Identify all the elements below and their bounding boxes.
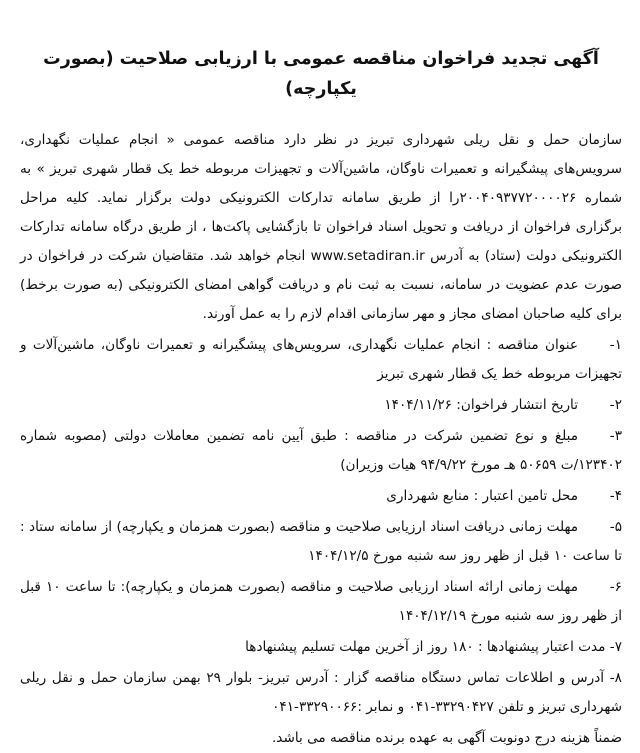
item-text: محل تامین اعتبار : منابع شهرداری <box>386 488 578 504</box>
item-number: ۶- <box>609 579 622 595</box>
list-item <box>20 331 622 389</box>
intro-paragraph: سازمان حمل و نقل ریلی شهرداری تبریز در نظر دارد مناقصه عمومی « انجام عملیات نگهداری، سرویس‌های پیشگیرانه و تعمیرات ناوگان، ماشین‌آلات و تجهیزات مربوطه خط یک قطار شهری تبریز » به شماره ۲۰۰۴۰۹۳۷۷۲۰۰۰۰۲۶را از طریق سامانه تدارکات الکترونیکی دولت برگزار نماید. کلیه مراحل برگزاری فراخوان از دریافت و تحویل اسناد فراخوان تا بازگشایی پاکت‌ها ، از طریق درگاه سامانه تدارکات الکترونیکی دولت (ستاد) به آدرس www.setadiran.ir انجام خواهد شد. متقاضیان شرکت در فراخوان در صورت عدم عضویت در سامانه، نسبت به ثبت نام و دریافت گواهی امضای الکترونیکی (به صورت برخط) برای کلیه صاحبان امضای مجاز و مهر سازمانی اقدام لازم را به عمل آورند. <box>20 132 622 322</box>
list-item <box>20 391 622 420</box>
list-item <box>20 633 622 662</box>
footer-note: ضمناً هزینه درج دونوبت آگهی به عهده برنده مناقصه می باشد. <box>271 730 622 746</box>
item-text: مبلغ و نوع تضمین شرکت در مناقصه : طبق آیین نامه تضمین معاملات دولتی (مصوبه شماره ۱۲۳۴۰۲/ت ۵۰۶۵۹ هـ مورخ ۹۴/۹/۲۲ هیات وزیران) <box>20 428 622 473</box>
item-text: عنوان مناقصه : انجام عملیات نگهداری، سرویس‌های پیشگیرانه و تعمیرات ناوگان، ماشین‌آلات و تجهیزات مربوطه خط یک قطار شهری تبریز <box>20 337 622 382</box>
item-number: ۵- <box>609 519 622 535</box>
item-number: ۲- <box>609 397 622 413</box>
list-item <box>20 422 622 480</box>
list-item <box>20 482 622 511</box>
item-number: ۸- <box>609 670 622 686</box>
item-text: آدرس و اطلاعات تماس دستگاه مناقصه گزار : آدرس تبریز- بلوار ۲۹ بهمن سازمان حمل و نقل ریلی شهرداری تبریز و تلفن ۳۳۲۹۰۴۲۷-۰۴۱ و نمابر :۳۳۲۹۰۰۶۶-۰۴۱ <box>20 670 622 715</box>
list-item <box>20 664 622 722</box>
item-text: تاریخ انتشار فراخوان: ۱۴۰۴/۱۱/۲۶ <box>384 397 578 413</box>
item-number: ۱- <box>609 337 622 353</box>
list-item <box>20 573 622 631</box>
item-text: مدت اعتبار پیشنهادها : ۱۸۰ روز از آخرین مهلت تسلیم پیشنهادها <box>245 639 606 655</box>
list-item <box>20 513 622 571</box>
item-number: ۳- <box>609 428 622 444</box>
notice-title: آگهی تجدید فراخوان مناقصه عمومی با ارزیابی صلاحیت (بصورت یکپارچه) <box>43 49 599 99</box>
item-number: ۷- <box>609 639 622 655</box>
item-text: مهلت زمانی ارائه اسناد ارزیابی صلاحیت و مناقصه (بصورت همزمان و یکپارچه): تا ساعت ۱۰ قبل از ظهر روز سه شنبه مورخ ۱۴۰۴/۱۲/۱۹ <box>20 579 622 624</box>
item-number: ۴- <box>609 488 622 504</box>
item-text: مهلت زمانی دریافت اسناد ارزیابی صلاحیت و مناقصه (بصورت همزمان و یکپارچه) از سامانه ستاد : تا ساعت ۱۰ قبل از ظهر روز سه شنبه مورخ ۱۴۰۴/۱۲/۵ <box>20 519 622 564</box>
